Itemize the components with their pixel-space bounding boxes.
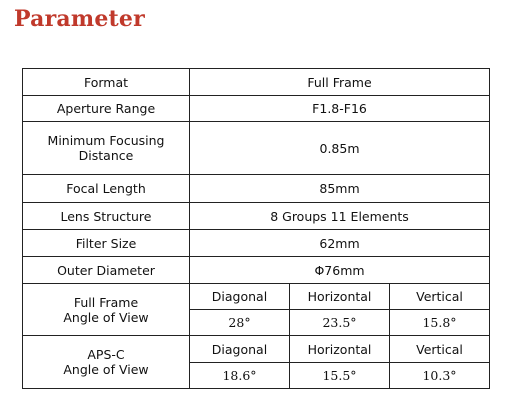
row-label-line: Distance: [78, 148, 134, 163]
table-row: [23, 230, 490, 257]
page-title: Parameter: [14, 6, 145, 32]
row-label: Lens Structure: [23, 203, 190, 230]
row-label: Filter Size: [23, 230, 190, 257]
aps-c-angle-label: [23, 336, 190, 389]
aps-c-horizontal-value: 15.5°: [290, 363, 390, 389]
angle-header-horizontal: Horizontal: [290, 336, 390, 363]
row-value: 85mm: [190, 175, 490, 203]
row-label-line: Angle of View: [63, 362, 149, 377]
table-row: [23, 203, 490, 230]
aps-c-diagonal-value: 18.6°: [190, 363, 290, 389]
row-label: Focal Length: [23, 175, 190, 203]
angle-header-diagonal: Diagonal: [190, 336, 290, 363]
angle-header-horizontal: Horizontal: [290, 284, 390, 310]
row-value: Φ76mm: [190, 257, 490, 284]
parameter-table: [22, 68, 490, 389]
row-value: F1.8-F16: [190, 96, 490, 122]
row-value: 8 Groups 11 Elements: [190, 203, 490, 230]
table-row: [23, 69, 490, 96]
row-label-line: APS-C: [87, 347, 125, 362]
row-label-line: Minimum Focusing: [47, 133, 165, 148]
angle-header-vertical: Vertical: [390, 336, 490, 363]
row-label: [23, 122, 190, 175]
row-label: Outer Diameter: [23, 257, 190, 284]
table-row: [23, 96, 490, 122]
row-label: Format: [23, 69, 190, 96]
table-row: [23, 122, 490, 175]
table-row: [23, 284, 490, 310]
full-frame-angle-label: [23, 284, 190, 336]
row-label: Aperture Range: [23, 96, 190, 122]
table-row: [23, 336, 490, 363]
row-value: 0.85m: [190, 122, 490, 175]
full-frame-diagonal-value: 28°: [190, 310, 290, 336]
full-frame-vertical-value: 15.8°: [390, 310, 490, 336]
aps-c-vertical-value: 10.3°: [390, 363, 490, 389]
row-value: Full Frame: [190, 69, 490, 96]
row-label-line: Full Frame: [73, 294, 139, 310]
full-frame-horizontal-value: 23.5°: [290, 310, 390, 336]
table-row: [23, 257, 490, 284]
table-row: [23, 175, 490, 203]
angle-header-vertical: Vertical: [390, 284, 490, 310]
angle-header-diagonal: Diagonal: [190, 284, 290, 310]
row-label-line: Angle of View: [63, 309, 149, 325]
row-value: 62mm: [190, 230, 490, 257]
